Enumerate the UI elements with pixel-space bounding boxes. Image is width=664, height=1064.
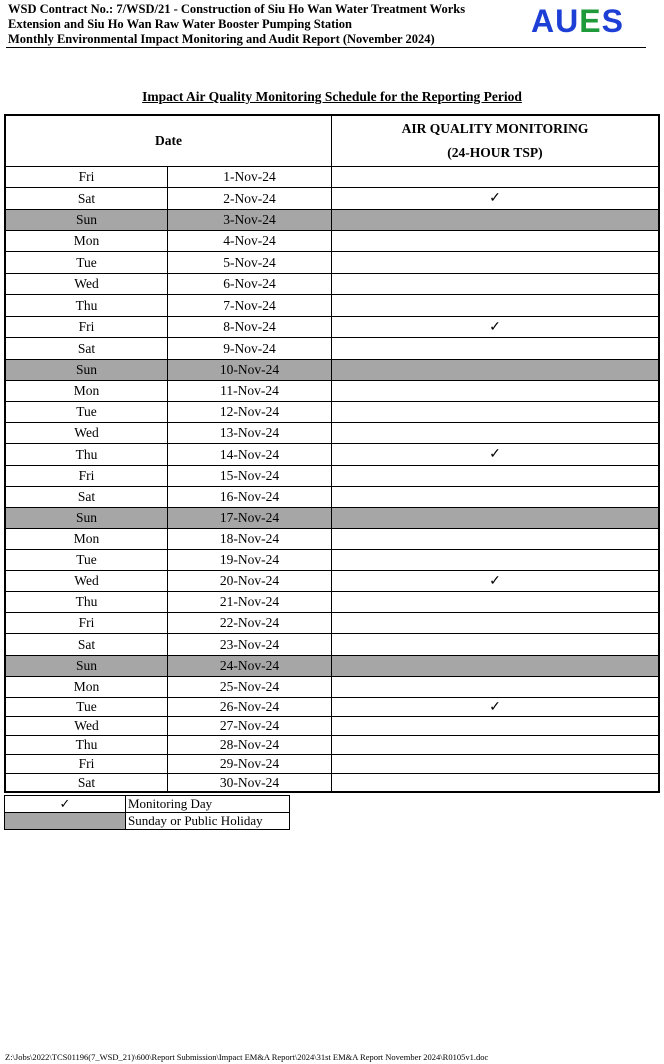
monitoring-cell: ✓ (332, 571, 660, 592)
day-cell: Sat (5, 487, 168, 508)
table-row (5, 423, 659, 444)
monitoring-cell (332, 774, 660, 793)
day-cell: Thu (5, 295, 168, 317)
day-cell: Sat (5, 338, 168, 360)
day-cell: Sun (5, 210, 168, 231)
table-row (5, 317, 659, 338)
date-cell: 2-Nov-24 (168, 188, 332, 210)
monitoring-cell (332, 231, 660, 252)
table-row (5, 466, 659, 487)
date-cell: 25-Nov-24 (168, 677, 332, 698)
table-row (5, 487, 659, 508)
table-row (5, 167, 659, 188)
date-cell: 28-Nov-24 (168, 736, 332, 755)
table-row (5, 550, 659, 571)
table-row (5, 210, 659, 231)
table-header-row (5, 115, 659, 167)
table-row (5, 529, 659, 550)
document-header (8, 2, 528, 47)
table-row (5, 338, 659, 360)
day-cell: Fri (5, 755, 168, 774)
table-row (5, 444, 659, 466)
monitoring-cell: ✓ (332, 188, 660, 210)
date-cell: 21-Nov-24 (168, 592, 332, 613)
date-cell: 18-Nov-24 (168, 529, 332, 550)
date-cell: 17-Nov-24 (168, 508, 332, 529)
day-cell: Thu (5, 592, 168, 613)
monitoring-cell (332, 274, 660, 295)
table-title: Impact Air Quality Monitoring Schedule for the Reporting Period (142, 89, 522, 104)
table-row (5, 755, 659, 774)
monitoring-cell (332, 252, 660, 274)
header-line-3: Monthly Environmental Impact Monitoring and Audit Report (November 2024) (8, 32, 435, 46)
day-cell: Sat (5, 634, 168, 656)
table-row (5, 360, 659, 381)
table-row (5, 736, 659, 755)
table-row (5, 231, 659, 252)
table-row (5, 592, 659, 613)
date-cell: 10-Nov-24 (168, 360, 332, 381)
monitoring-cell (332, 402, 660, 423)
monitoring-column-header (332, 115, 660, 167)
table-row (5, 774, 659, 793)
date-cell: 1-Nov-24 (168, 167, 332, 188)
date-cell: 11-Nov-24 (168, 381, 332, 402)
day-cell: Sat (5, 188, 168, 210)
monitoring-header-line-2: (24-HOUR TSP) (447, 145, 543, 160)
date-cell: 12-Nov-24 (168, 402, 332, 423)
day-cell: Wed (5, 423, 168, 444)
table-row (5, 274, 659, 295)
day-cell: Mon (5, 529, 168, 550)
day-cell: Fri (5, 317, 168, 338)
table-row (5, 402, 659, 423)
table-row (5, 381, 659, 402)
monitoring-cell (332, 613, 660, 634)
file-path-footer: Z:\Jobs\2022\TCS01196(7_WSD_21)\600\Report Submission\Impact EM&A Report\2024\31st EM&A Report November 2024\R0105v1.doc (5, 1052, 489, 1062)
date-cell: 20-Nov-24 (168, 571, 332, 592)
monitoring-cell (332, 717, 660, 736)
day-cell: Tue (5, 550, 168, 571)
day-cell: Mon (5, 231, 168, 252)
day-cell: Mon (5, 381, 168, 402)
date-cell: 3-Nov-24 (168, 210, 332, 231)
day-cell: Tue (5, 698, 168, 717)
monitoring-cell (332, 736, 660, 755)
monitoring-cell (332, 529, 660, 550)
legend-row (5, 796, 290, 813)
date-cell: 15-Nov-24 (168, 466, 332, 487)
monitoring-cell: ✓ (332, 698, 660, 717)
date-cell: 29-Nov-24 (168, 755, 332, 774)
legend-monitoring-day-label: Monitoring Day (126, 796, 290, 813)
monitoring-cell (332, 755, 660, 774)
monitoring-cell (332, 360, 660, 381)
day-cell: Sun (5, 360, 168, 381)
date-cell: 7-Nov-24 (168, 295, 332, 317)
monitoring-cell: ✓ (332, 444, 660, 466)
date-cell: 23-Nov-24 (168, 634, 332, 656)
date-cell: 6-Nov-24 (168, 274, 332, 295)
date-cell: 27-Nov-24 (168, 717, 332, 736)
day-cell: Fri (5, 167, 168, 188)
date-cell: 16-Nov-24 (168, 487, 332, 508)
date-cell: 30-Nov-24 (168, 774, 332, 793)
date-cell: 26-Nov-24 (168, 698, 332, 717)
monitoring-cell (332, 466, 660, 487)
monitoring-cell (332, 167, 660, 188)
table-row (5, 634, 659, 656)
table-row (5, 508, 659, 529)
legend-holiday-label: Sunday or Public Holiday (126, 813, 290, 830)
monitoring-cell (332, 338, 660, 360)
day-cell: Fri (5, 613, 168, 634)
date-cell: 9-Nov-24 (168, 338, 332, 360)
table-row (5, 252, 659, 274)
day-cell: Mon (5, 677, 168, 698)
monitoring-cell (332, 210, 660, 231)
day-cell: Fri (5, 466, 168, 487)
day-cell: Thu (5, 736, 168, 755)
day-cell: Sun (5, 656, 168, 677)
legend-check-symbol: ✓ (5, 796, 126, 813)
date-cell: 14-Nov-24 (168, 444, 332, 466)
table-row (5, 571, 659, 592)
legend-row (5, 813, 290, 830)
day-cell: Wed (5, 274, 168, 295)
header-rule (6, 47, 646, 48)
legend-table (4, 795, 290, 830)
monitoring-cell (332, 550, 660, 571)
table-row (5, 677, 659, 698)
date-cell: 4-Nov-24 (168, 231, 332, 252)
table-row (5, 698, 659, 717)
monitoring-cell (332, 592, 660, 613)
monitoring-cell (332, 295, 660, 317)
date-cell: 5-Nov-24 (168, 252, 332, 274)
monitoring-schedule-table (4, 114, 660, 793)
monitoring-cell (332, 656, 660, 677)
monitoring-cell: ✓ (332, 317, 660, 338)
date-cell: 13-Nov-24 (168, 423, 332, 444)
day-cell: Sat (5, 774, 168, 793)
monitoring-cell (332, 508, 660, 529)
date-cell: 22-Nov-24 (168, 613, 332, 634)
monitoring-cell (332, 634, 660, 656)
monitoring-cell (332, 677, 660, 698)
table-row (5, 188, 659, 210)
table-row (5, 613, 659, 634)
table-row (5, 717, 659, 736)
day-cell: Thu (5, 444, 168, 466)
monitoring-cell (332, 423, 660, 444)
schedule-body (5, 167, 659, 793)
date-cell: 8-Nov-24 (168, 317, 332, 338)
monitoring-cell (332, 487, 660, 508)
legend-holiday-swatch (5, 813, 126, 830)
monitoring-cell (332, 381, 660, 402)
aues-logo: AUES (531, 3, 624, 39)
date-column-header: Date (5, 115, 332, 167)
table-row (5, 295, 659, 317)
monitoring-header-line-1: AIR QUALITY MONITORING (401, 121, 589, 136)
header-line-1: WSD Contract No.: 7/WSD/21 - Construction of Siu Ho Wan Water Treatment Works (8, 2, 466, 16)
table-row (5, 656, 659, 677)
date-cell: 24-Nov-24 (168, 656, 332, 677)
day-cell: Tue (5, 402, 168, 423)
day-cell: Sun (5, 508, 168, 529)
header-line-2: Extension and Siu Ho Wan Raw Water Booster Pumping Station (8, 17, 352, 31)
day-cell: Wed (5, 571, 168, 592)
day-cell: Wed (5, 717, 168, 736)
date-cell: 19-Nov-24 (168, 550, 332, 571)
day-cell: Tue (5, 252, 168, 274)
